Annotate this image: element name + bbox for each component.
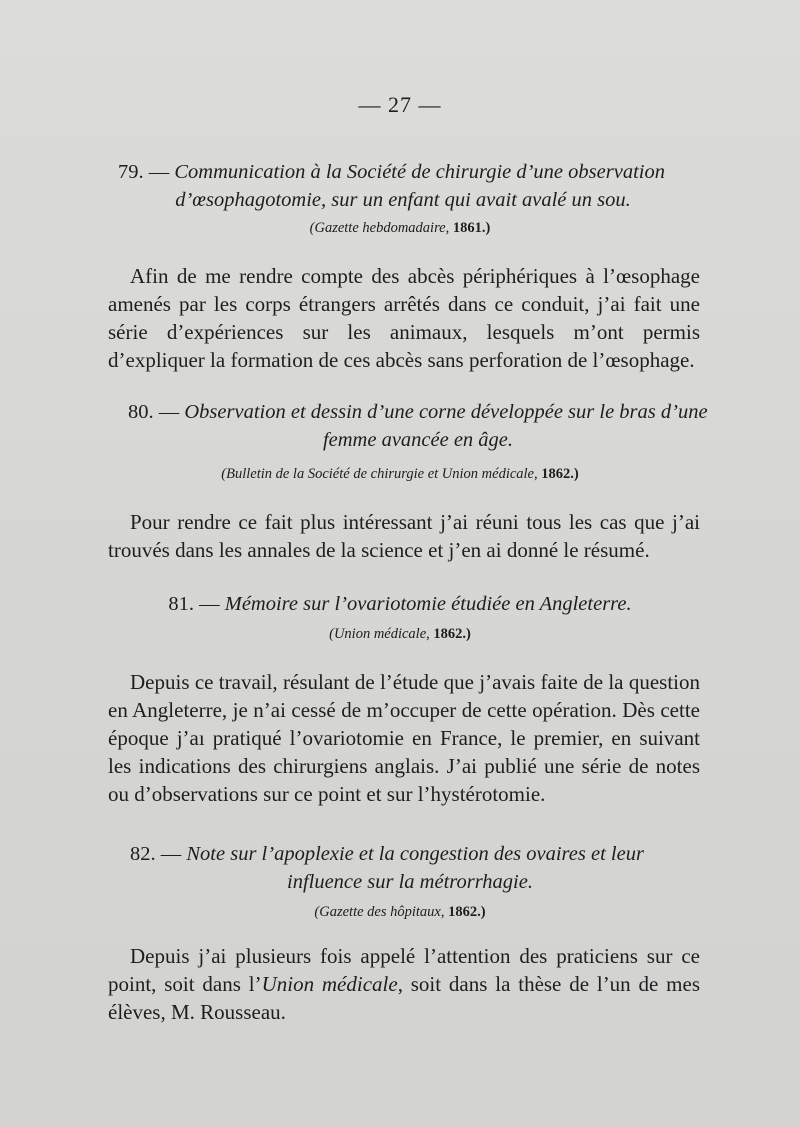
entry-number: 80. xyxy=(128,401,154,423)
entry-title-line1: Observation et dessin d’une corne développée sur le bras d’une xyxy=(184,401,708,423)
entry-source-80 xyxy=(0,466,800,483)
entry-title-line1: Note sur l’apoplexie et la congestion des ovaires et leur xyxy=(186,843,644,865)
paragraph-text: Pour rendre ce fait plus intéressant j’ai réuni tous les cas que j’ai trouvés dans les annales de la science et j’en ai donné le résumé. xyxy=(108,510,700,562)
entry-title-79 xyxy=(118,158,688,214)
entry-title-81 xyxy=(0,590,800,618)
source-publication: (Union médicale, xyxy=(329,626,430,642)
entry-title-line2: d’œsophagotomie, sur un enfant qui avait avalé un sou. xyxy=(175,189,631,211)
page-number: — 27 — xyxy=(358,92,442,117)
source-year: 1862.) xyxy=(448,904,486,920)
source-year: 1861.) xyxy=(452,220,491,236)
source-publication: (Gazette des hôpitaux, xyxy=(314,904,445,920)
source-publication: (Gazette hebdomadaire, xyxy=(309,220,450,236)
source-publication: (Bulletin de la Société de chirurgie et Union médicale, xyxy=(221,466,538,482)
paragraph-text-part1: Depuis j’ai plusieurs fois appelé l’attention des praticiens sur ce point, soit dans l’ xyxy=(108,944,700,996)
entry-title-line2: influence sur la métrorrhagie. xyxy=(287,871,533,893)
entry-dash: — xyxy=(158,401,180,423)
entry-source-79 xyxy=(0,220,800,237)
entry-paragraph-79 xyxy=(108,262,700,374)
paragraph-text-italic: Union médicale xyxy=(261,972,398,996)
entry-number: 82. xyxy=(130,843,156,865)
source-year: 1862.) xyxy=(433,626,471,642)
source-year: 1862.) xyxy=(541,466,579,482)
entry-title-line1: Communication à la Société de chirurgie d’une observation xyxy=(174,161,665,183)
paragraph-text: Afin de me rendre compte des abcès périphériques à l’œsophage amenés par les corps étrangers arrêtés dans ce conduit, j’ai fait une série d’expériences sur les animaux, lesquels m’ont permis d’expliquer la formation de ces abcès sans perforation de l’œsophage. xyxy=(108,264,700,372)
entry-source-81 xyxy=(0,626,800,643)
entry-dash: — xyxy=(199,593,220,615)
entry-dash: — xyxy=(160,843,182,865)
entry-paragraph-80 xyxy=(108,508,700,564)
paragraph-text: Depuis ce travail, résulant de l’étude que j’avais faite de la question en Angleterre, je n’ai cessé de m’occuper de cette opération. Dès cette époque j’aı pratiqué l’ovariotomie en France, le premier, en suivant les indications des chirurgiens anglais. J’ai publié une série de notes ou d’observations sur ce point et sur l’hystérotomie. xyxy=(108,670,700,806)
entry-number: 81. xyxy=(168,593,194,615)
entry-title-line2: femme avancée en âge. xyxy=(322,429,514,451)
entry-source-82 xyxy=(0,904,800,921)
entry-paragraph-81 xyxy=(108,668,700,808)
entry-title-line1: Mémoire sur l’ovariotomie étudiée en Angleterre. xyxy=(224,593,632,615)
entry-dash: — xyxy=(148,161,170,183)
entry-title-82 xyxy=(130,840,690,896)
entry-paragraph-82 xyxy=(108,942,700,1026)
entry-number: 79. xyxy=(118,161,144,183)
entry-title-80 xyxy=(128,398,708,454)
paragraph-text-part2: , soit dans la thèse de l’un de mes élèves, M. Rousseau. xyxy=(108,972,700,1024)
